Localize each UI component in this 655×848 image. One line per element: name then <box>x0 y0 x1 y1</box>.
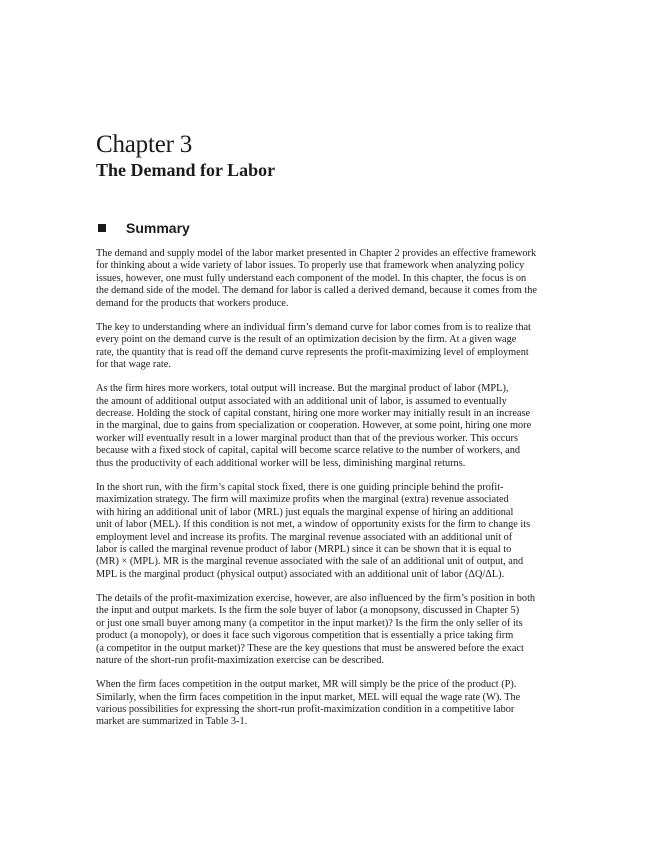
text-line: with hiring an additional unit of labor (MRL) just equals the marginal expense of hiring an additional <box>96 506 514 518</box>
text-line: maximization strategy. The firm will maximize profits when the marginal (extra) revenue associated <box>96 494 509 506</box>
text-line: thus the productivity of each additional worker will be less, diminishing marginal returns. <box>96 457 466 469</box>
body-text <box>96 248 604 740</box>
text-line: labor is called the marginal revenue product of labor (MRPL) since it can be shown that it is equal to <box>96 544 512 556</box>
text-line: the amount of additional output associated with an additional unit of labor, is assumed to eventually <box>96 395 507 407</box>
text-line: the demand side of the model. The demand for labor is called a derived demand, because it comes from the <box>96 285 537 297</box>
text-line: unit of labor (MEL). If this condition is not met, a window of opportunity exists for the firm to change its <box>96 519 531 531</box>
paragraph <box>96 322 604 372</box>
text-line: product (a monopoly), or does it face such vigorous competition that is essentially a price taking firm <box>96 630 514 642</box>
text-line: When the firm faces competition in the output market, MR will simply be the price of the product (P). <box>96 679 517 691</box>
paragraph <box>96 482 604 582</box>
text-line: in the marginal, due to gains from specialization or cooperation. However, at some point, hiring one more <box>96 420 532 432</box>
text-line: for that wage rate. <box>96 359 171 371</box>
text-line: or just one small buyer among many (a competitor in the input market)? Is the firm the only seller of its <box>96 617 523 629</box>
text-line: nature of the short-run profit-maximization exercise can be described. <box>96 655 384 667</box>
paragraph <box>96 248 604 310</box>
paragraph <box>96 383 604 470</box>
text-line: employment level and increase its profits. The marginal revenue associated with an additional unit of <box>96 531 513 543</box>
text-line: the input and output markets. Is the firm the sole buyer of labor (a monopsony, discussed in Chapter 5) <box>96 605 520 617</box>
text-line: worker will eventually result in a lower marginal product than that of the previous worker. This occurs <box>96 432 518 444</box>
text-line: market are summarized in Table 3-1. <box>96 716 248 728</box>
chapter-number: Chapter 3 <box>96 131 193 158</box>
text-line: Similarly, when the firm faces competition in the input market, MEL will equal the wage rate (W). The <box>96 691 521 703</box>
text-line: every point on the demand curve is the result of an optimization decision by the firm. At a given wage <box>96 334 517 346</box>
text-line: The details of the profit-maximization exercise, however, are also influenced by the firm’s position in both <box>96 592 536 604</box>
text-line: because with a fixed stock of capital, capital will become scarce relative to the number of workers, and <box>96 445 521 457</box>
paragraph <box>96 679 604 729</box>
text-line: The key to understanding where an individual firm’s demand curve for labor comes from is to realize that <box>96 321 531 333</box>
text-line: MPL is the marginal product (physical output) associated with an additional unit of labor (ΔQ/ΔL). <box>96 568 505 580</box>
text-line: (a competitor in the output market)? These are the key questions that must be answered before the exact <box>96 642 524 654</box>
section-heading <box>96 220 190 236</box>
chapter-title: The Demand for Labor <box>96 160 276 180</box>
text-line: issues, however, one must fully understand each component of the model. In this chapter, the focus is on <box>96 272 527 284</box>
text-line: In the short run, with the firm’s capital stock fixed, there is one guiding principle behind the profit- <box>96 481 504 493</box>
text-line: for thinking about a wide variety of labor issues. To properly use that framework when analyzing policy <box>96 260 525 272</box>
section-heading-label: Summary <box>126 220 190 236</box>
text-line: various possibilities for expressing the short-run profit-maximization condition in a competitive labor <box>96 704 515 715</box>
paragraph <box>96 593 604 668</box>
text-line: demand for the products that workers produce. <box>96 297 289 309</box>
text-line: The demand and supply model of the labor market presented in Chapter 2 provides an effective framework <box>96 248 537 259</box>
text-line: (MR) × (MPL). MR is the marginal revenue associated with the sale of an additional unit of output, and <box>96 556 524 568</box>
text-line: As the firm hires more workers, total output will increase. But the marginal product of labor (MPL), <box>96 383 509 395</box>
square-bullet-icon <box>98 224 106 232</box>
text-line: rate, the quantity that is read off the demand curve represents the profit-maximizing level of employment <box>96 346 529 358</box>
text-line: decrease. Holding the stock of capital constant, hiring one more worker may initially result in an increase <box>96 407 531 419</box>
